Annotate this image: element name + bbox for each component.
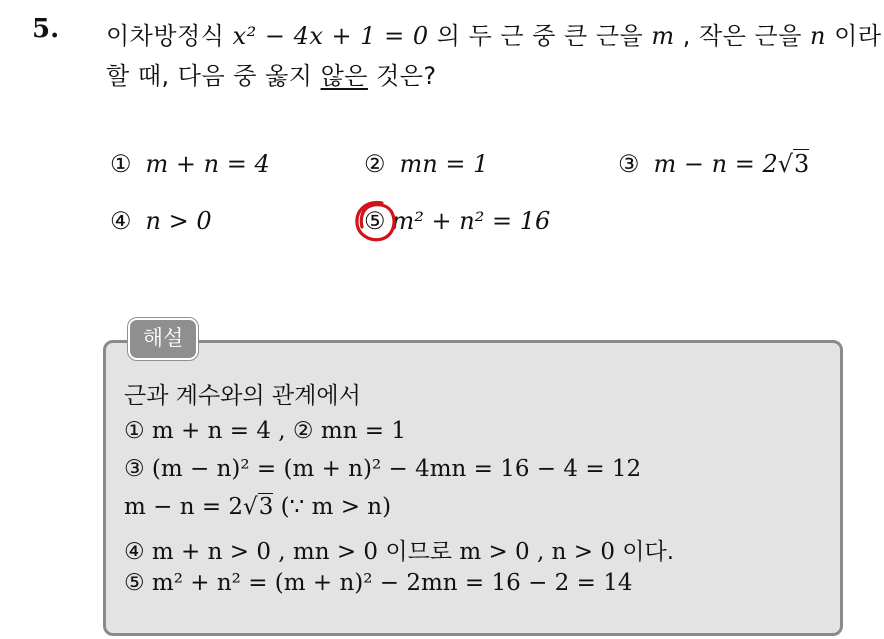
question-text: , 작은 근을 (674, 22, 811, 50)
explanation-tag: 해설 (128, 318, 198, 360)
expression: (∵ m > n) (273, 494, 392, 520)
choice-number: ⑤ (364, 207, 386, 235)
choice-number: ③ (618, 150, 640, 178)
korean-text: 이다. (622, 539, 675, 565)
choice-1[interactable] (110, 150, 270, 178)
choice-expression: m + n = 4 (145, 150, 270, 178)
choice-3[interactable] (618, 150, 809, 178)
question-text: 할 때, 다음 중 옳지 (106, 62, 321, 90)
explanation-line-3: ③ (m − n)² = (m + n)² − 4mn = 16 − 4 = 12 (124, 456, 642, 482)
question-line-2 (106, 56, 437, 91)
variable-m: m (651, 22, 675, 50)
sqrt: √3 (777, 150, 810, 178)
question-text: 것은? (367, 62, 437, 90)
choice-2[interactable] (364, 150, 488, 178)
choice-expression: m² + n² = 16 (391, 207, 551, 235)
equation: x² − 4x + 1 = 0 (232, 22, 429, 50)
explanation-line-6: ⑤ m² + n² = (m + n)² − 2mn = 16 − 2 = 14 (124, 570, 633, 596)
explanation-line-2: ① m + n = 4 , ② mn = 1 (124, 418, 406, 444)
choice-number: ① (110, 150, 132, 178)
variable-n: n (810, 22, 826, 50)
choice-number: ④ (110, 207, 132, 235)
expression: m > 0 , n > 0 (452, 539, 623, 565)
expression: ④ m + n > 0 , mn > 0 (124, 539, 386, 565)
korean-text: 이므로 (385, 539, 453, 565)
choice-expression: n > 0 (145, 207, 212, 235)
question-text: 이차방정식 (106, 22, 233, 50)
question-line-1 (106, 16, 882, 51)
question-text: 이라 (826, 22, 882, 50)
sqrt: √3 (243, 494, 274, 520)
choice-5[interactable] (364, 207, 550, 235)
explanation-line-5 (124, 533, 674, 566)
choice-number: ② (364, 150, 386, 178)
expression: m − n = 2 (124, 494, 244, 520)
underlined-word: 않은 (320, 62, 368, 90)
question-number: 5. (32, 14, 60, 44)
explanation-line-4 (124, 494, 391, 520)
question-text: 의 두 근 중 큰 근을 (428, 22, 652, 50)
radicand: 3 (794, 150, 810, 178)
explanation-line-1: 근과 계수와의 관계에서 (124, 383, 361, 409)
choice-expression: mn = 1 (399, 150, 489, 178)
choice-expression: m − n = 2 (653, 150, 778, 178)
radicand: 3 (258, 494, 274, 520)
choice-4[interactable] (110, 207, 212, 235)
